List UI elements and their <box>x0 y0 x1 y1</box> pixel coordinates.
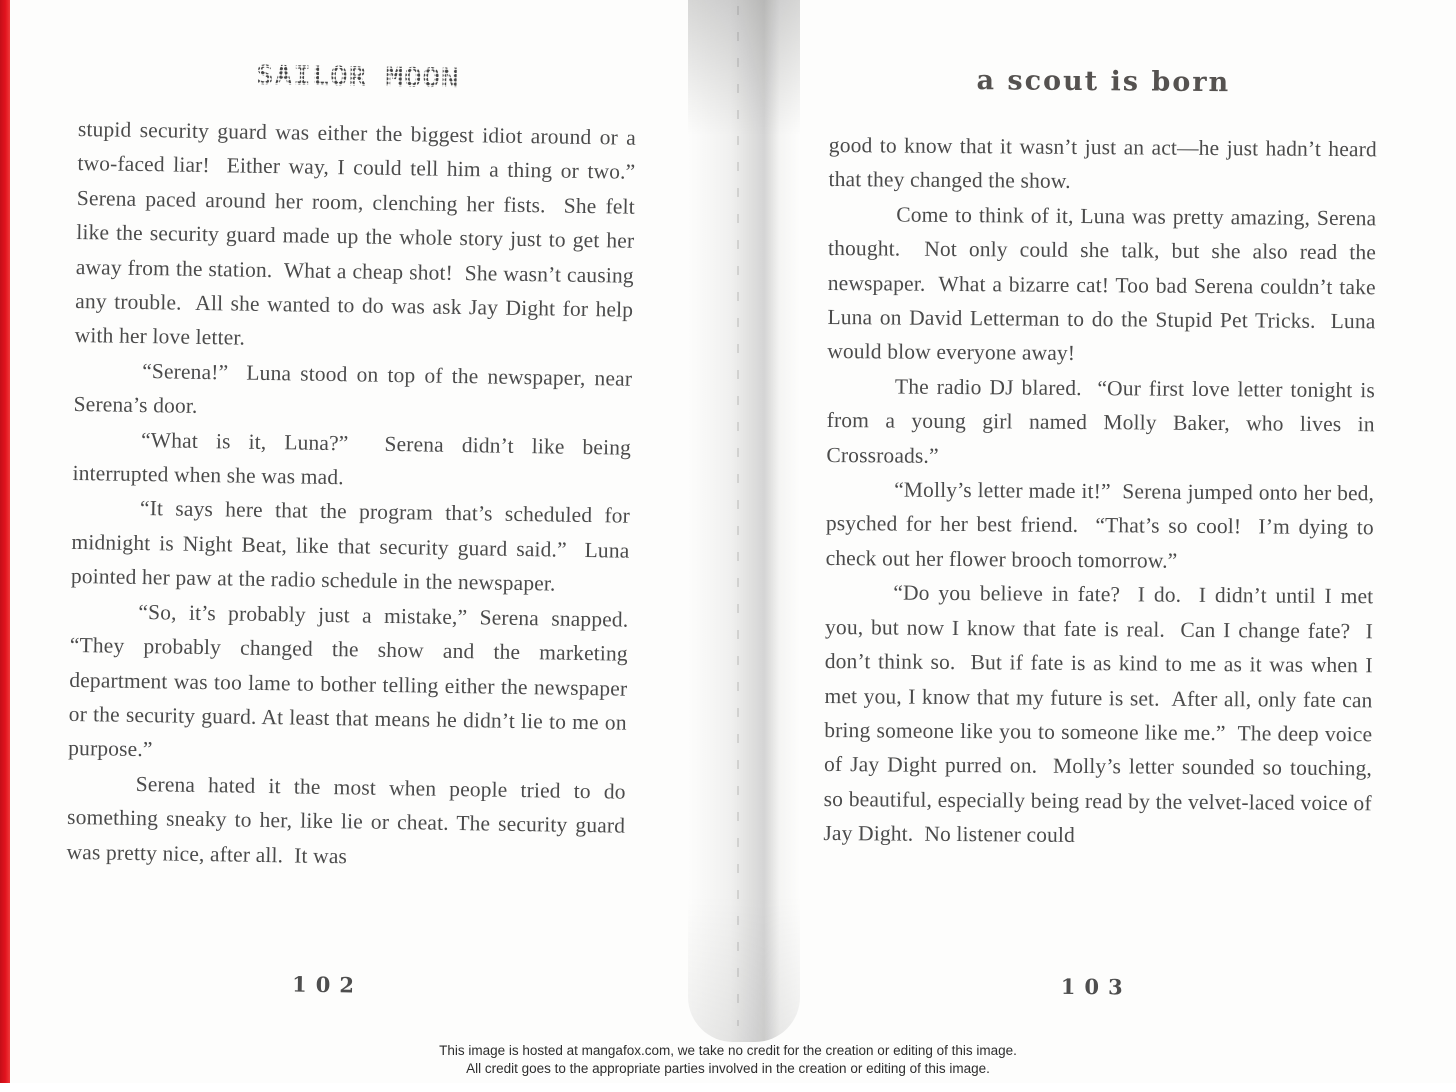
page-number-left: 102 <box>291 971 364 998</box>
page-gutter-shadow <box>688 0 800 1042</box>
running-head-left <box>79 58 637 96</box>
paragraph: “What is it, Luna?” Serena didn’t like being interrupted when she was mad. <box>72 427 637 490</box>
paragraph: “Serena!” Luna stood on top of the newspaper, near Serena’s door. <box>73 358 638 419</box>
sailor-moon-logo: SAILOR MOON <box>256 59 460 94</box>
paragraph: Serena hated it the most when people tried to do something sneaky to her, like lie or cheat. The security guard was pretty nice, after all. It was <box>66 771 632 868</box>
watermark <box>0 1042 1456 1078</box>
page-gutter-crease <box>737 6 739 1026</box>
left-page <box>63 0 647 1092</box>
paragraph: stupid security guard was either the biggest idiot around or a two-faced liar! Either way, I could tell him a thing or two.” Serena paced around her room, clenching her fists. She felt like the security guard made up the whole story just to get her away from the station. What a cheap shot! She wasn’t causing any trouble. All she wanted to do was ask Jay Dight for help with her love letter. <box>74 116 647 351</box>
paragraph: Come to think of it, Luna was pretty amazing, Serena thought. Not only could she talk, but she also read the newspaper. What a bizarre cat! Too bad Serena couldn’t take Luna on David Letterman to do the Stupid Pet Tricks. Luna would blow everyone away! <box>827 202 1382 366</box>
paragraph: “Molly’s letter made it!” Serena jumped onto her bed, psyched for her best friend. “That’s so cool! I’m dying to check out her flower brooch tomorrow.” <box>825 477 1380 573</box>
paragraph: good to know that it wasn’t just an act—he just hadn’t heard that they changed the show. <box>828 132 1383 194</box>
paragraph: “Do you believe in fate? I do. I didn’t until I met you, but now I know that fate is real. Can I change fate? I don’t think so. But if fate is as kind to me as it was when I met you, I know that my future is set. After all, only fate can bring someone like you to someone like me.” The deep voice of Jay Dight purred on. Molly’s letter sounded so touching, so beautiful, especially being read by the velvet-laced voice of Jay Dight. No listener could <box>823 580 1379 848</box>
chapter-title: a scout is born <box>976 65 1231 99</box>
book-spine-red-strip <box>0 0 10 1083</box>
paragraph: The radio DJ blared. “Our first love letter tonight is from a young girl named Molly Baker, who lives in Crossroads.” <box>826 374 1381 468</box>
page-number-right: 103 <box>1060 973 1132 1000</box>
watermark-line-1: This image is hosted at mangafox.com, we take no credit for the creation or editing of this image. <box>439 1043 1017 1058</box>
paragraph: “It says here that the program that’s scheduled for midnight is Night Beat, like that security guard said.” Luna pointed her paw at the radio schedule in the newspaper. <box>70 496 636 596</box>
left-page-body <box>66 112 647 878</box>
right-page <box>821 0 1383 1087</box>
watermark-line-2: All credit goes to the appropriate parties involved in the creation or editing of this image. <box>466 1061 990 1076</box>
paragraph: “So, it’s probably just a mistake,” Serena snapped. “They probably changed the show and the marketing department was too lame to bother telling either the newspaper or the security guard. At least that means he didn’t lie to me on purpose.” <box>68 599 640 762</box>
right-page-body <box>823 128 1383 855</box>
